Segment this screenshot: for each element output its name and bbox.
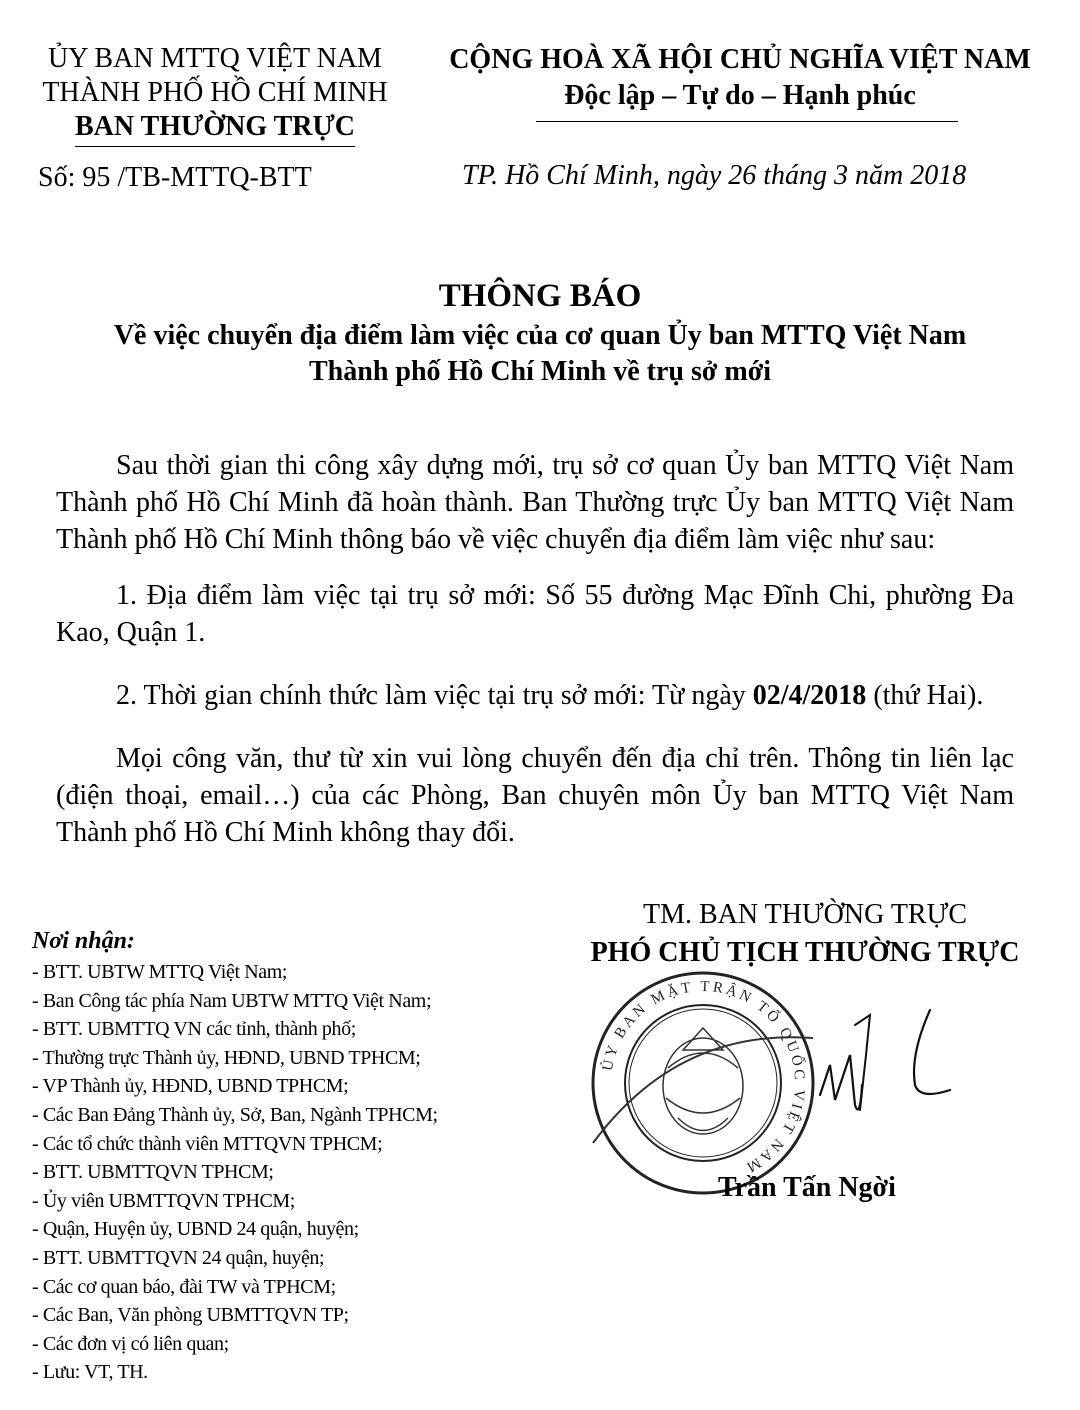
signature-title-line-2: PHÓ CHỦ TỊCH THƯỜNG TRỰC — [590, 937, 1020, 968]
subtitle-line-2: Thành phố Hồ Chí Minh về trụ sở mới — [309, 356, 771, 387]
document-title: THÔNG BÁO — [438, 278, 642, 314]
recipient-item: - BTT. UBMTTQVN TPHCM; — [32, 1161, 274, 1184]
body-paragraph-1 — [56, 447, 1014, 558]
body-paragraph-3 — [56, 677, 1014, 714]
recipient-item: - BTT. UBTW MTTQ Việt Nam; — [32, 961, 288, 983]
national-header — [420, 42, 1060, 114]
recipient-item: - Các đơn vị có liên quan; — [32, 1332, 229, 1355]
effective-date: 02/4/2018 — [752, 680, 867, 711]
body-text-3-prefix: 2. Thời gian chính thức làm việc tại trụ sở mới: Từ ngày — [116, 680, 753, 711]
body-text-1: Sau thời gian thi công xây dựng mới, trụ sở cơ quan Ủy ban MTTQ Việt Nam Thành phố Hồ Chí Minh đã hoàn thành. Ban Thường trực Ủy ban MTTQ Việt Nam Thành phố Hồ Chí Minh thông báo về việc chuyển địa điểm làm việc như sau: — [56, 450, 1014, 555]
recipient-item: - Các Ban, Văn phòng UBMTTQVN TP; — [32, 1304, 349, 1327]
org-line-2: THÀNH PHỐ HỒ CHÍ MINH — [42, 77, 388, 108]
recipient-item: - BTT. UBMTTQ VN các tỉnh, thành phố; — [32, 1018, 356, 1041]
recipient-item: - Các cơ quan báo, đài TW và TPHCM; — [32, 1275, 336, 1298]
body-text-3-suffix: (thứ Hai). — [866, 680, 984, 711]
recipient-item: - Các Ban Đảng Thành ủy, Sở, Ban, Ngành TPHCM; — [32, 1103, 438, 1126]
recipient-item: - Quận, Huyện ủy, UBND 24 quận, huyện; — [32, 1218, 359, 1241]
recipient-item: - Lưu: VT, TH. — [32, 1361, 148, 1384]
body-paragraph-4 — [56, 740, 1014, 851]
recipient-item: - Ủy viên UBMTTQVN TPHCM; — [32, 1189, 295, 1212]
body-paragraph-2 — [56, 577, 1014, 651]
document-subtitle — [40, 318, 1040, 390]
org-line-1: ỦY BAN MTTQ VIỆT NAM — [48, 43, 382, 74]
org-line-3: BAN THƯỜNG TRỰC — [75, 110, 355, 147]
recipient-item: - BTT. UBMTTQVN 24 quận, huyện; — [32, 1246, 325, 1269]
body-text-4: Mọi công văn, thư từ xin vui lòng chuyển đến địa chỉ trên. Thông tin liên lạc (điện thoại, email…) của các Phòng, Ban chuyên môn Ủy ban MTTQ Việt Nam Thành phố Hồ Chí Minh không thay đổi. — [56, 743, 1014, 848]
recipients-list — [32, 958, 552, 1387]
issuing-organization — [20, 42, 410, 147]
motto-underline — [536, 121, 958, 122]
recipient-item: - Các tổ chức thành viên MTTQVN TPHCM; — [32, 1132, 383, 1155]
subtitle-line-1: Về việc chuyển địa điểm làm việc của cơ quan Ủy ban MTTQ Việt Nam — [113, 320, 967, 351]
recipient-item: - VP Thành ủy, HĐND, UBND TPHCM; — [32, 1075, 349, 1098]
issue-date: TP. Hồ Chí Minh, ngày 26 tháng 3 năm 2018 — [462, 160, 967, 191]
signer-name: Trần Tấn Ngời — [718, 1172, 896, 1203]
recipients-block — [32, 926, 552, 1387]
handwritten-signature-icon — [800, 995, 990, 1145]
nation-name: CỘNG HOÀ XÃ HỘI CHỦ NGHĨA VIỆT NAM — [449, 44, 1031, 75]
recipient-item: - Thường trực Thành ủy, HĐND, UBND TPHCM; — [32, 1046, 421, 1069]
recipients-heading: Nơi nhận: — [32, 928, 135, 954]
seal-text: ỦY BAN MẶT TRẬN TỔ QUỐC VIỆT NAM — [599, 978, 808, 1177]
official-seal-icon — [588, 968, 818, 1198]
signature-title-line-1: TM. BAN THƯỜNG TRỰC — [643, 899, 967, 930]
document-number: Số: 95 /TB-MTTQ-BTT — [38, 162, 312, 193]
signature-title — [555, 896, 1055, 972]
body-text-2: 1. Địa điểm làm việc tại trụ sở mới: Số 55 đường Mạc Đĩnh Chi, phường Đa Kao, Quận 1. — [56, 580, 1014, 648]
recipient-item: - Ban Công tác phía Nam UBTW MTTQ Việt Nam; — [32, 989, 432, 1012]
national-motto: Độc lập – Tự do – Hạnh phúc — [564, 80, 916, 111]
